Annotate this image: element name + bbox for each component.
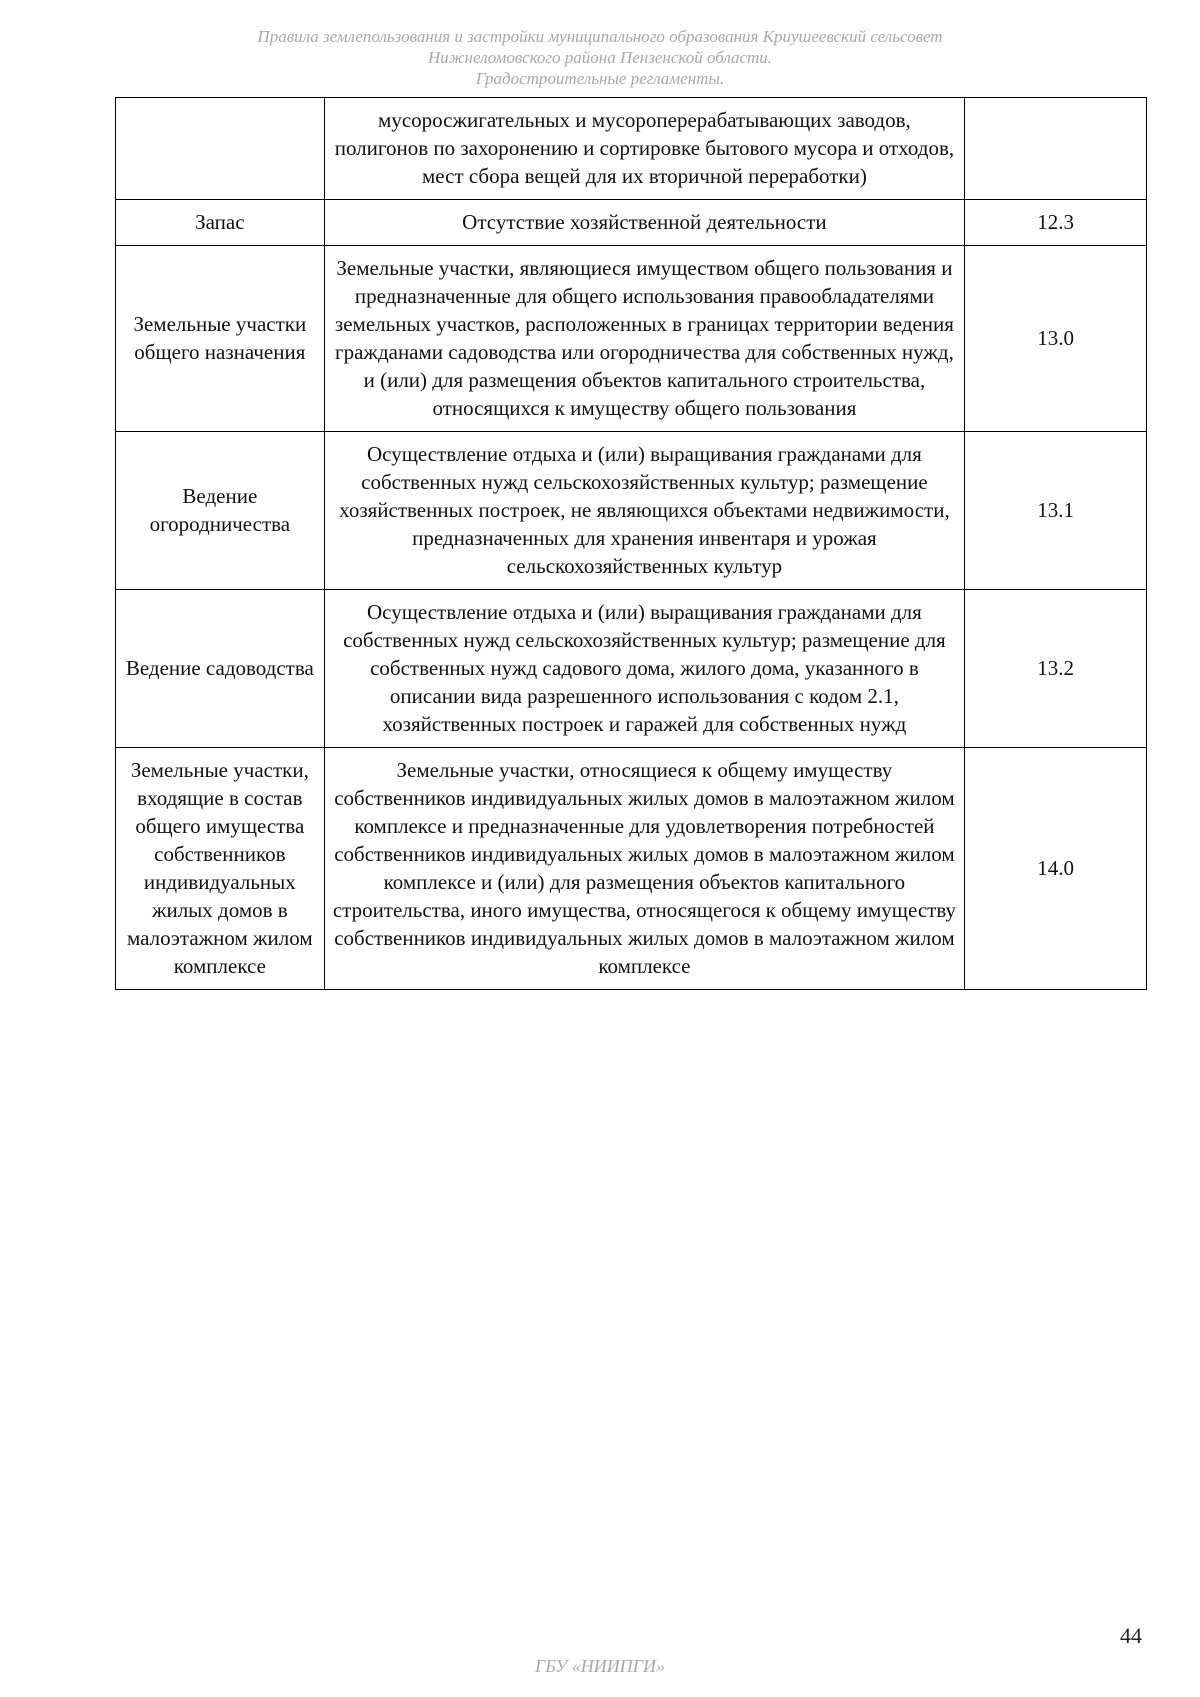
use-code-cell: 13.1 <box>965 432 1147 590</box>
use-description-cell: Осуществление отдыха и (или) выращивания гражданами для собственных нужд сельскохозяйственных культур; размещение хозяйственных построек, не являющихся объектами недвижимости, предназначенных для хранения инвентаря и урожая сельскохозяйственных культур <box>324 432 965 590</box>
use-description-cell: Отсутствие хозяйственной деятельности <box>324 200 965 246</box>
use-code-cell <box>965 98 1147 200</box>
land-use-table <box>115 97 1147 990</box>
use-name-cell <box>116 98 325 200</box>
table-row <box>116 432 1147 590</box>
use-code-cell: 13.2 <box>965 590 1147 748</box>
table-row <box>116 246 1147 432</box>
use-name-cell: Ведение садоводства <box>116 590 325 748</box>
header-line-3: Градостроительные регламенты. <box>475 69 725 88</box>
table-row <box>116 98 1147 200</box>
use-code-cell: 13.0 <box>965 246 1147 432</box>
table-row <box>116 748 1147 990</box>
use-name-cell: Запас <box>116 200 325 246</box>
use-code-cell: 14.0 <box>965 748 1147 990</box>
page-number: 44 <box>1120 1623 1142 1648</box>
page-header <box>150 26 1050 89</box>
use-name-cell: Земельные участки, входящие в состав общего имущества собственников индивидуальных жилых домов в малоэтажном жилом комплексе <box>116 748 325 990</box>
use-name-cell: Земельные участки общего назначения <box>116 246 325 432</box>
table-row <box>116 590 1147 748</box>
header-line-2: Нижнеломовского района Пензенской области. <box>427 48 773 67</box>
use-name-cell: Ведение огородничества <box>116 432 325 590</box>
use-description-cell: Земельные участки, являющиеся имуществом общего пользования и предназначенные для общего использования правообладателями земельных участков, расположенных в границах территории ведения гражданами садоводства или огородничества для собственных нужд, и (или) для размещения объектов капитального строительства, относящихся к имуществу общего пользования <box>324 246 965 432</box>
use-description-cell: Осуществление отдыха и (или) выращивания гражданами для собственных нужд сельскохозяйственных культур; размещение для собственных нужд садового дома, жилого дома, указанного в описании вида разрешенного использования с кодом 2.1, хозяйственных построек и гаражей для собственных нужд <box>324 590 965 748</box>
header-line-1: Правила землепользования и застройки муниципального образования Криушеевский сельсовет <box>257 27 943 46</box>
use-code-cell: 12.3 <box>965 200 1147 246</box>
use-description-cell: Земельные участки, относящиеся к общему имуществу собственников индивидуальных жилых домов в малоэтажном жилом комплексе и предназначенные для удовлетворения потребностей собственников индивидуальных жилых домов в малоэтажном жилом комплексе и (или) для размещения объектов капитального строительства, иного имущества, относящегося к общему имуществу собственников индивидуальных жилых домов в малоэтажном жилом комплексе <box>324 748 965 990</box>
use-description-cell: мусоросжигательных и мусороперерабатывающих заводов, полигонов по захоронению и сортировке бытового мусора и отходов, мест сбора вещей для их вторичной переработки) <box>324 98 965 200</box>
table-row <box>116 200 1147 246</box>
page-footer: ГБУ «НИИПГИ» <box>535 1656 665 1676</box>
